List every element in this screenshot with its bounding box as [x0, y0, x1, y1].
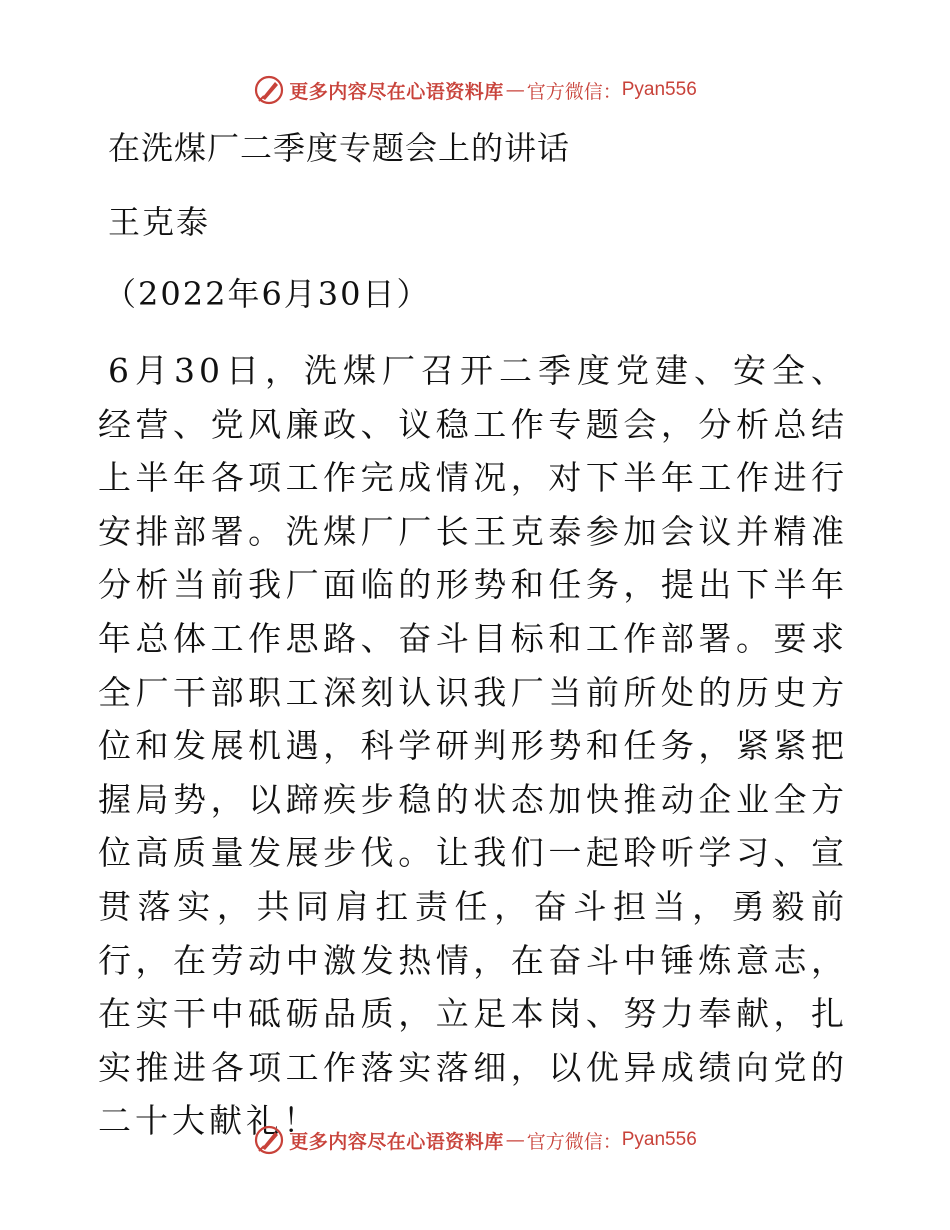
document-date: （2022年6月30日）	[104, 275, 431, 313]
watermark-brand: 更多内容尽在心语资料库	[289, 1130, 504, 1153]
watermark-separator: —	[505, 79, 525, 101]
quill-pen-circle-icon	[253, 1124, 285, 1156]
watermark-header	[0, 72, 950, 108]
watermark-account-label: 官方微信：	[526, 1130, 622, 1153]
watermark-account-id: Pyan556	[621, 1129, 697, 1150]
watermark-footer	[0, 1122, 950, 1158]
quill-pen-circle-icon	[253, 74, 285, 106]
document-title: 在洗煤厂二季度专题会上的讲话	[108, 129, 571, 167]
watermark-account-label: 官方微信：	[526, 80, 622, 103]
document-author: 王克泰	[108, 203, 211, 241]
watermark-separator: —	[505, 1129, 525, 1151]
watermark-account-id: Pyan556	[621, 79, 697, 100]
watermark-brand: 更多内容尽在心语资料库	[289, 80, 504, 103]
document-body-paragraph: 6月30日，洗煤厂召开二季度党建、安全、经营、党风廉政、议稳工作专题会，分析总结上半年各项工作完成情况，对下半年工作进行安排部署。洗煤厂厂长王克泰参加会议并精准分析当前我厂面临的形势和任务，提出下半年年总体工作思路、奋斗目标和工作部署。要求全厂干部职工深刻认识我厂当前所处的历史方位和发展机遇，科学研判形势和任务，紧紧把握局势，以蹄疾步稳的状态加快推动企业全方位高质量发展步伐。让我们一起聆听学习、宣贯落实，共同肩扛责任，奋斗担当，勇毅前行，在劳动中激发热情，在奋斗中锤炼意志，在实干中砥砺品质，立足本岗、努力奉献，扎实推进各项工作落实落细，以优异成绩向党的二十大献礼！	[98, 351, 848, 1141]
